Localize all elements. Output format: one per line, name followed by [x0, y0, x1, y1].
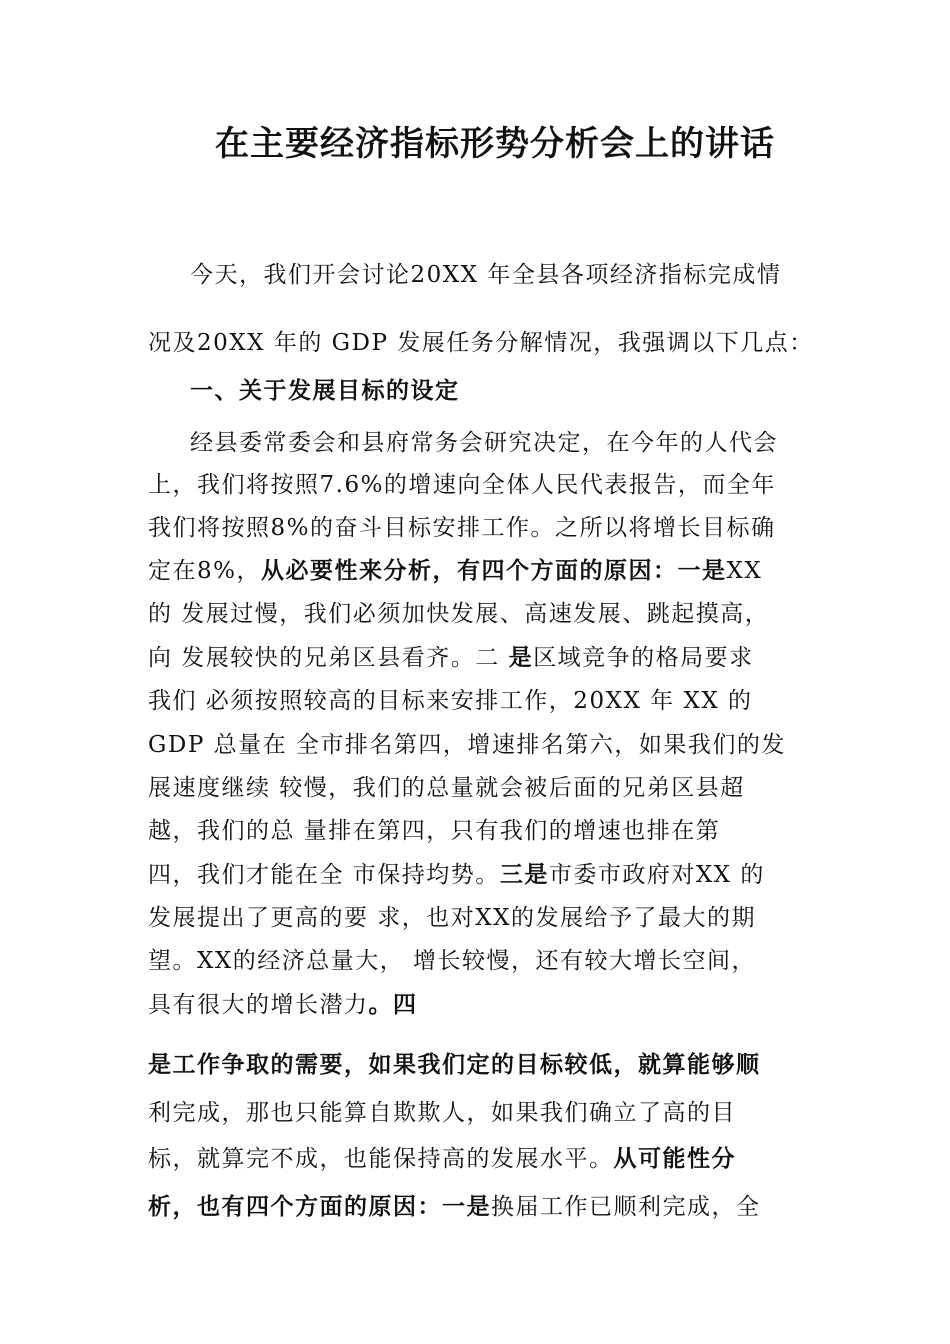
text-line — [148, 639, 754, 672]
text-line — [148, 726, 786, 759]
bold-text-segment: 是工作争取的需要，如果我们定的目标较低，就算能够顺 — [148, 1051, 761, 1078]
bold-text-segment: 。四 — [368, 991, 418, 1018]
text-segment: 换届工作已顺利完成，全 — [491, 1194, 761, 1220]
text-line — [148, 812, 720, 845]
text-line — [148, 1140, 736, 1173]
text-line — [148, 595, 769, 628]
text-line — [148, 509, 776, 542]
text-segment: XX — [726, 558, 763, 584]
text-line — [148, 1046, 761, 1079]
bold-text-segment: 三是 — [499, 861, 549, 888]
text-line — [148, 324, 814, 357]
text-segment: 今天，我们开会讨论20XX 年全县各项经济指标完成情 — [190, 262, 782, 288]
bold-text-segment: 析，也有四个方面的原因：一是 — [148, 1193, 491, 1220]
text-line — [190, 424, 778, 457]
text-segment: 展速度继续 较慢，我们的总量就会被后面的兄弟区县超 — [148, 775, 745, 801]
text-line — [148, 552, 762, 585]
text-segment: 发展提出了更高的要 求，也对XX的发展给予了最大的期 — [148, 905, 757, 931]
text-segment: 望。XX的经济总量大， 增长较慢，还有较大增长空间， — [148, 948, 757, 974]
text-segment: 定在8%， — [148, 558, 261, 584]
text-segment: 况及20XX 年的 GDP 发展任务分解情况，我强调以下几点： — [148, 330, 814, 356]
text-segment: 四，我们才能在全 市保持均势。 — [148, 862, 500, 888]
bold-text-segment: 一、关于发展目标的设定 — [190, 377, 460, 404]
bold-text-segment: 是 — [508, 644, 534, 671]
text-segment: 市委市政府对XX 的 — [548, 862, 765, 888]
text-segment: 利完成，那也只能算自欺欺人，如果我们确立了高的目 — [148, 1100, 736, 1126]
text-segment: 向 发展较快的兄弟区县看齐。二 — [148, 645, 509, 671]
text-line — [148, 682, 753, 715]
text-line — [148, 769, 745, 802]
text-segment: 越，我们的总 量排在第四，只有我们的增速也排在第 — [148, 818, 721, 844]
text-segment: 的 发展过慢，我们必须加快发展、高速发展、跳起摸高， — [148, 601, 770, 627]
text-segment: GDP 总量在 全市排名第四，增速排名第六，如果我们的发 — [148, 732, 786, 758]
text-line — [148, 942, 756, 975]
text-segment: 具有很大的增长潜力 — [148, 992, 369, 1018]
text-segment: 我们 必须按照较高的目标来安排工作，20XX 年 XX 的 — [148, 688, 753, 714]
text-line — [148, 1094, 736, 1127]
text-line — [190, 256, 781, 289]
text-segment: 上，我们将按照7.6%的增速向全体人民代表报告，而全年 — [148, 472, 776, 498]
text-segment: 我们将按照8%的奋斗目标安排工作。之所以将增长目标确 — [148, 515, 776, 541]
text-line — [148, 856, 765, 889]
bold-text-segment: 从必要性来分析，有四个方面的原因：一是 — [261, 557, 727, 584]
text-line — [148, 466, 776, 499]
text-line — [148, 1188, 761, 1221]
text-segment: 区域竞争的格局要求 — [533, 645, 754, 671]
text-line — [148, 899, 756, 932]
text-segment: 标，就算完不成，也能保持高的发展水平。 — [148, 1146, 614, 1172]
text-segment: 经县委常委会和县府常务会研究决定，在今年的人代会 — [190, 430, 778, 456]
bold-text-segment: 从可能性分 — [613, 1145, 736, 1172]
text-line — [148, 986, 418, 1019]
document-title: 在主要经济指标形势分析会上的讲话 — [215, 124, 775, 164]
section-heading — [190, 372, 460, 405]
